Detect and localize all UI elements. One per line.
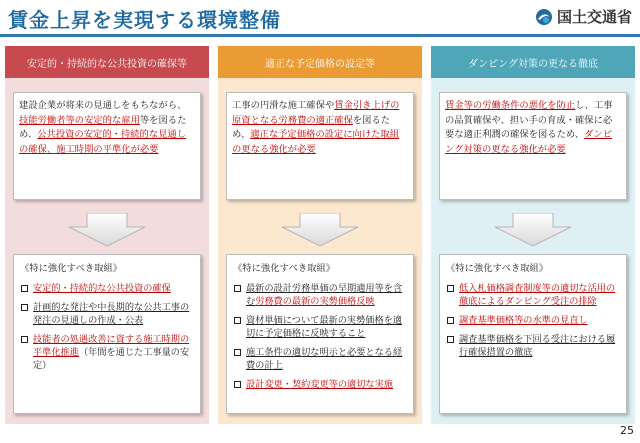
item-emphasis: 設計変更・契約変更等の適切な実施 [246, 379, 393, 390]
list-item [446, 314, 620, 327]
desc-text: し、工事の品質確保や、担い手の育成・確保に必要な適正利潤の確保を図るため、 [445, 100, 613, 140]
column-public-investment [5, 46, 209, 424]
desc-emphasis: 賃金引き上げの原資となる労務費の適正確保 [232, 100, 400, 126]
desc-text: を図るため、 [232, 114, 391, 140]
item-text: 計画的な発注や中長期的な公共工事の発注の見通しの作成・公表 [33, 302, 190, 326]
ministry-logo [535, 6, 632, 27]
checkbox-bullet-icon [21, 336, 28, 343]
column-anti-dumping [431, 46, 635, 424]
checkbox-bullet-icon [234, 285, 241, 292]
page-number: 25 [620, 424, 634, 437]
column-heading: ダンピング対策の更なる徹底 [431, 46, 635, 78]
list-item [233, 378, 407, 391]
checkbox-bullet-icon [447, 285, 454, 292]
column-body [5, 78, 209, 424]
desc-text: 工事の円滑な施工確保や [232, 100, 335, 111]
ministry-name: 国土交通省 [556, 8, 632, 26]
checkbox-bullet-icon [21, 304, 28, 311]
column-heading: 適正な予定価格の設定等 [218, 46, 422, 78]
item-emphasis: 調査基準価格等の水準の見直し [459, 315, 588, 326]
column-description [13, 92, 201, 200]
key-measures-box [226, 254, 414, 414]
column-body [431, 78, 635, 424]
item-text: （年間を通じた工事量の安定） [33, 347, 190, 371]
desc-emphasis: 適正な予定価格の設定に向けた取組の更なる強化が必要 [232, 129, 399, 155]
key-measures-box [439, 254, 627, 414]
key-measures-heading: 《特に強化すべき取組》 [233, 263, 336, 274]
column-pricing [218, 46, 422, 424]
list-item [20, 282, 194, 295]
slide-header [0, 0, 640, 36]
desc-text: 建設企業が将来の見通しをもちながら、 [19, 100, 187, 111]
title-divider [0, 34, 640, 37]
key-measures-list [233, 282, 407, 391]
item-emphasis: 労務費の最新の実勢価格反映 [255, 296, 375, 307]
down-arrow-icon [67, 213, 147, 247]
desc-emphasis: 賃金等の労働条件の悪化を防止 [445, 100, 576, 111]
desc-emphasis: 公共投資の安定的・持続的な見通しの確保、施工時期の平準化が必要 [19, 129, 186, 155]
item-text: 施工条件の適切な明示と必要となる経費の計上 [246, 347, 403, 371]
mlit-logo-icon [535, 8, 553, 26]
column-body [218, 78, 422, 424]
checkbox-bullet-icon [234, 349, 241, 356]
list-item [20, 301, 194, 327]
item-text: 資材単価について最新の実勢価格を適切に予定価格に反映すること [246, 315, 403, 339]
item-emphasis: 技能者の処遇改善に資する施工時期の平準化推進 [33, 334, 190, 358]
item-text: 最新の設計労務単価の早期適用等を含む [246, 283, 403, 307]
checkbox-bullet-icon [234, 317, 241, 324]
desc-emphasis: ダンピング対策の更なる強化が必要 [445, 129, 613, 155]
checkbox-bullet-icon [21, 285, 28, 292]
desc-emphasis: 技能労働者等の安定的な雇用 [19, 114, 140, 126]
slide-title: 賃金上昇を実現する環境整備 [8, 8, 281, 32]
item-emphasis: 安定的・持続的な公共投資の確保 [33, 283, 171, 294]
column-description [439, 92, 627, 200]
down-arrow-icon [493, 213, 573, 247]
list-item [233, 314, 407, 340]
checkbox-bullet-icon [447, 317, 454, 324]
key-measures-heading: 《特に強化すべき取組》 [20, 263, 123, 274]
key-measures-box [13, 254, 201, 414]
column-heading: 安定的・持続的な公共投資の確保等 [5, 46, 209, 78]
list-item [446, 282, 620, 308]
list-item [233, 282, 407, 308]
item-emphasis: 低入札価格調査制度等の適切な活用の徹底によるダンピング受注の排除 [459, 283, 616, 307]
key-measures-list [446, 282, 620, 359]
item-text: 調査基準価格を下回る受注における履行確保措置の徹底 [459, 334, 616, 358]
list-item [20, 333, 194, 372]
column-description [226, 92, 414, 200]
key-measures-list [20, 282, 194, 372]
list-item [446, 333, 620, 359]
key-measures-heading: 《特に強化すべき取組》 [446, 263, 549, 274]
desc-text: 等を図るため、 [19, 114, 187, 140]
down-arrow-icon [280, 213, 360, 247]
checkbox-bullet-icon [234, 381, 241, 388]
list-item [233, 346, 407, 372]
checkbox-bullet-icon [447, 336, 454, 343]
